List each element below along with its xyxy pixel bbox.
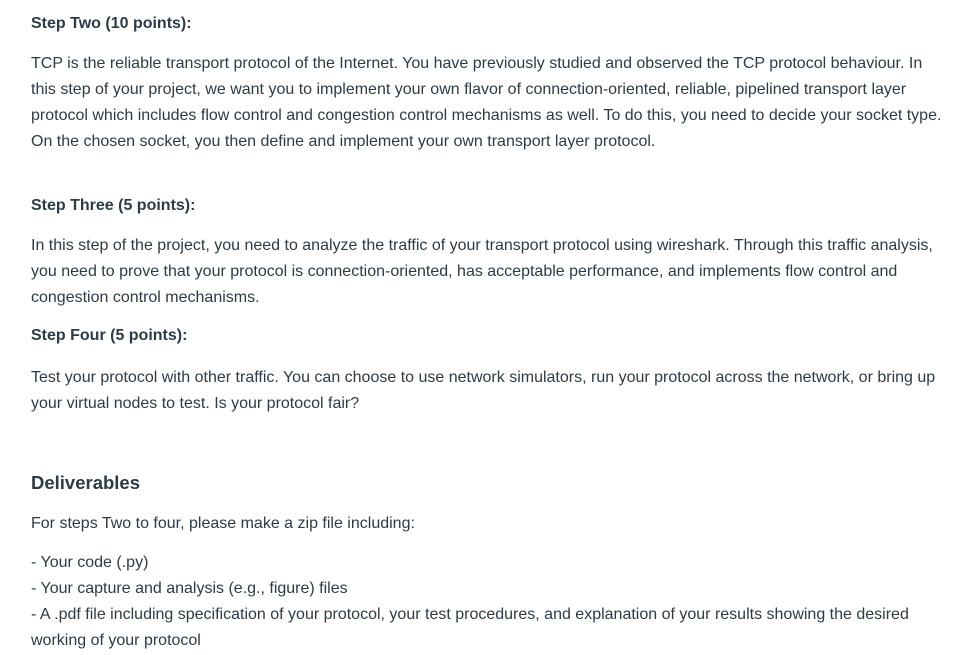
deliverables-intro: For steps Two to four, please make a zip file including: [31,515,415,532]
step-three-paragraph: In this step of the project, you need to analyze the traffic of your transport protocol using wireshark. Through this traffic analysis, you need to prove that your protocol is connection-oriented, has acceptable performance, and implements flow control and congestion control mechanisms. [31,237,933,306]
deliverables-heading: Deliverables [31,472,141,493]
step-four-paragraph: Test your protocol with other traffic. You can choose to use network simulators, run your protocol across the network, or bring up your virtual nodes to test. Is your protocol fair? [31,369,936,412]
deliverables-list [31,550,951,654]
step-two-heading: Step Two (10 points): [31,15,192,32]
step-four-heading: Step Four (5 points): [31,327,188,344]
list-item: - A .pdf file including specification of your protocol, your test procedures, and explanation of your results showing the desired working of your protocol [31,606,909,649]
step-two-paragraph: TCP is the reliable transport protocol of the Internet. You have previously studied and observed the TCP protocol behaviour. In this step of your project, we want you to implement your own flavor of connection-oriented, reliable, pipelined transport layer protocol which includes flow control and congestion control mechanisms as well. To do this, you need to decide your socket type. On the chosen socket, you then define and implement your own transport layer protocol. [31,55,942,150]
step-three-heading: Step Three (5 points): [31,197,196,214]
list-item: - Your capture and analysis (e.g., figure) files [31,580,348,597]
list-item: - Your code (.py) [31,554,149,571]
